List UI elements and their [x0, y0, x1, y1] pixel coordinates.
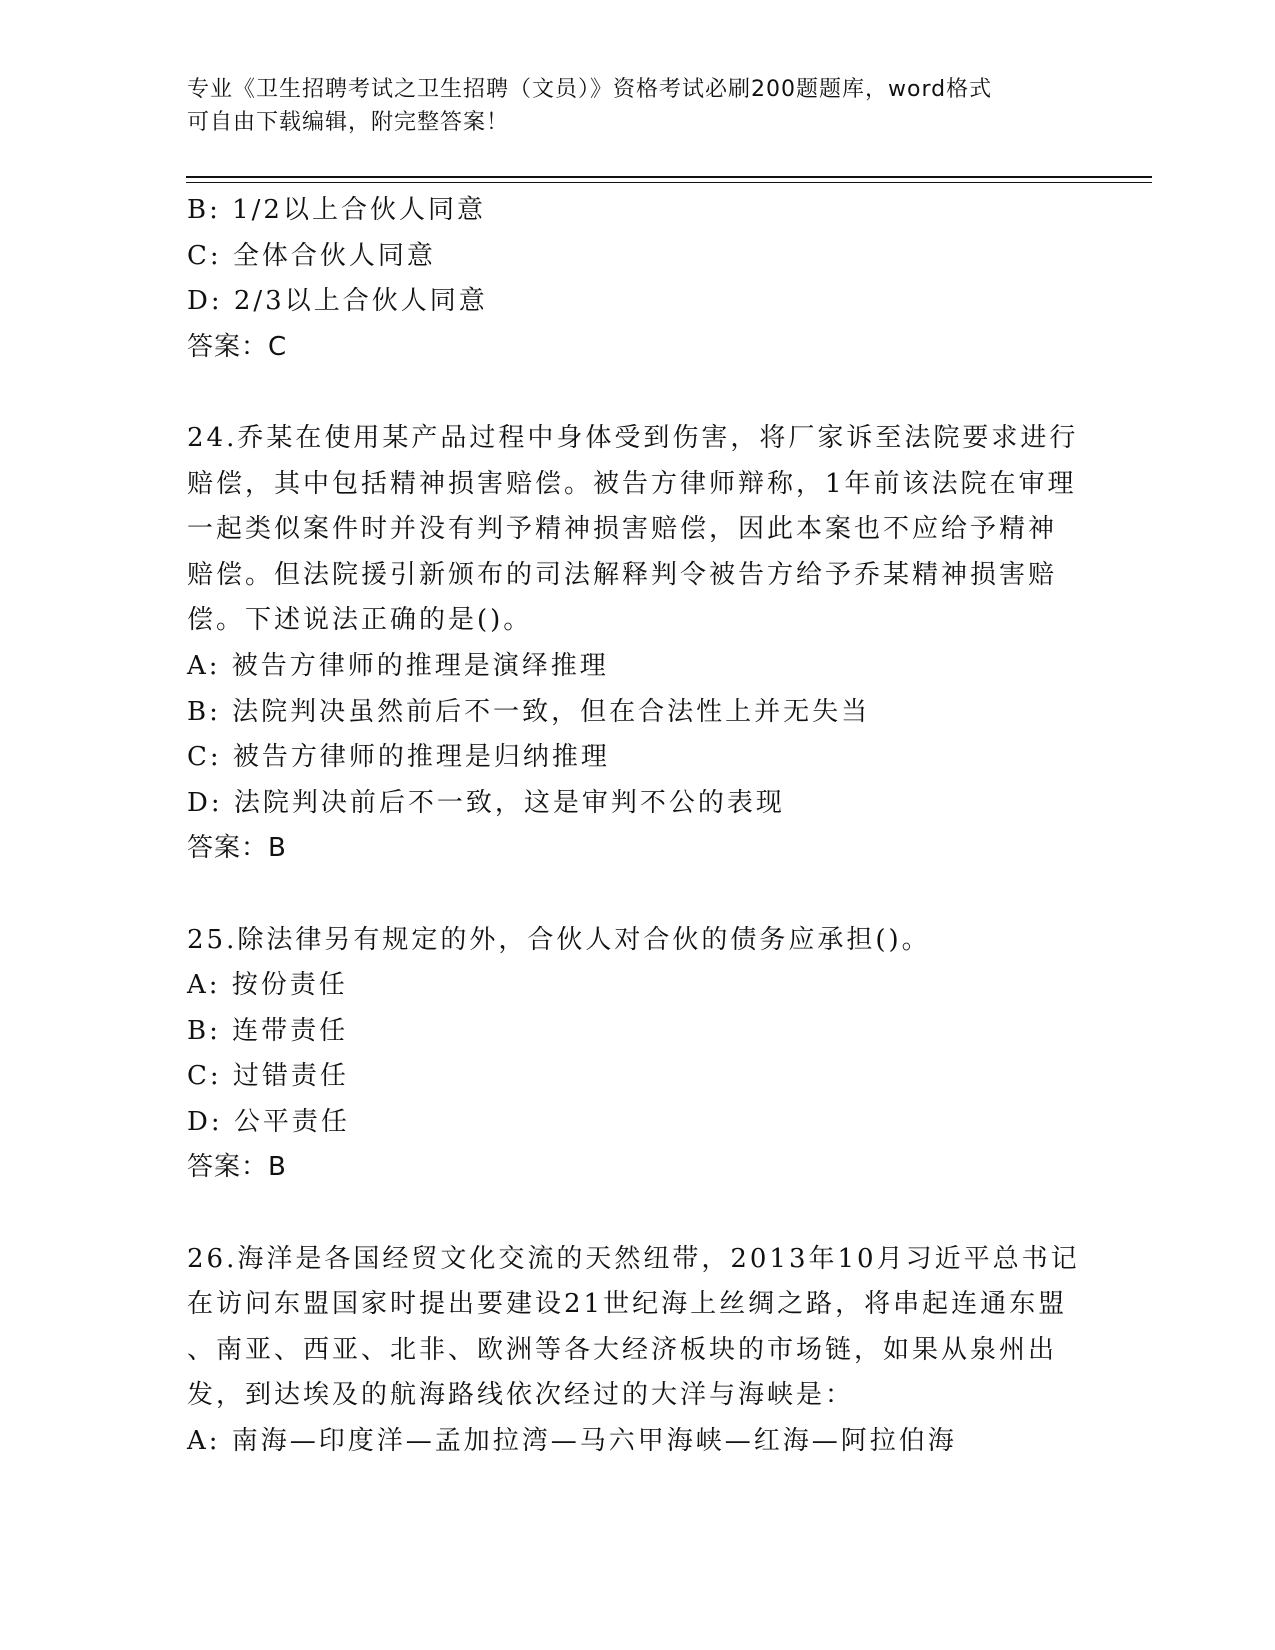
q26-stem-line: 在访问东盟国家时提出要建设21世纪海上丝绸之路，将串起连通东盟	[187, 1289, 1068, 1320]
q24-option-b: B: 法院判决虽然前后不一致，但在合法性上并无失当	[187, 696, 871, 727]
question-23	[187, 188, 1087, 370]
q24-option-c: C: 被告方律师的推理是归纳推理	[187, 742, 610, 773]
header-divider-thick	[186, 176, 1152, 178]
header-divider-thin	[186, 182, 1152, 183]
q24-stem-line: 偿。下述说法正确的是()。	[187, 605, 533, 636]
q25-option-d: D: 公平责任	[187, 1106, 350, 1137]
q24-option-d: D: 法院判决前后不一致，这是审判不公的表现	[187, 787, 785, 818]
q24-stem-line: 赔偿。但法院援引新颁布的司法解释判令被告方给予乔某精神损害赔	[187, 559, 1058, 590]
question-25	[187, 918, 1087, 1192]
header-line-2: 可自由下载编辑，附完整答案！	[187, 110, 510, 135]
q23-option-c: C: 全体合伙人同意	[187, 240, 436, 271]
q24-option-a: A: 被告方律师的推理是演绎推理	[187, 650, 609, 681]
q25-option-b: B: 连带责任	[187, 1015, 349, 1046]
q23-answer: 答案：C	[187, 331, 288, 362]
q24-answer: 答案：B	[187, 833, 287, 864]
q25-answer: 答案：B	[187, 1152, 287, 1183]
q23-option-b: B: 1/2以上合伙人同意	[187, 195, 486, 225]
q26-stem-line: 发，到达埃及的航海路线依次经过的大洋与海峡是：	[187, 1380, 855, 1411]
q25-option-a: A: 按份责任	[187, 970, 348, 1001]
q25-stem: 25.除法律另有规定的外，合伙人对合伙的债务应承担()。	[187, 924, 931, 955]
q24-stem-line: 赔偿，其中包括精神损害赔偿。被告方律师辩称，1年前该法院在审理	[187, 468, 1077, 499]
q24-stem-line: 24.乔某在使用某产品过程中身体受到伤害，将厂家诉至法院要求进行	[187, 422, 1079, 453]
question-24	[187, 416, 1087, 872]
question-content	[187, 188, 1087, 1465]
q26-stem-line: 、南亚、西亚、北非、欧洲等各大经济板块的市场链，如果从泉州出	[187, 1334, 1058, 1365]
q25-option-c: C: 过错责任	[187, 1061, 349, 1092]
header-line-1: 专业《卫生招聘考试之卫生招聘（文员）》资格考试必刷200题题库，word格式	[187, 77, 993, 102]
question-26	[187, 1237, 1087, 1465]
q26-stem-line: 26.海洋是各国经贸文化交流的天然纽带，2013年10月习近平总书记	[187, 1243, 1080, 1274]
q23-option-d: D: 2/3以上合伙人同意	[187, 286, 488, 317]
q26-option-a: A: 南海—印度洋—孟加拉湾—马六甲海峡—红海—阿拉伯海	[187, 1426, 957, 1457]
q24-stem-line: 一起类似案件时并没有判予精神损害赔偿，因此本案也不应给予精神	[187, 514, 1058, 545]
document-header	[187, 73, 1087, 139]
